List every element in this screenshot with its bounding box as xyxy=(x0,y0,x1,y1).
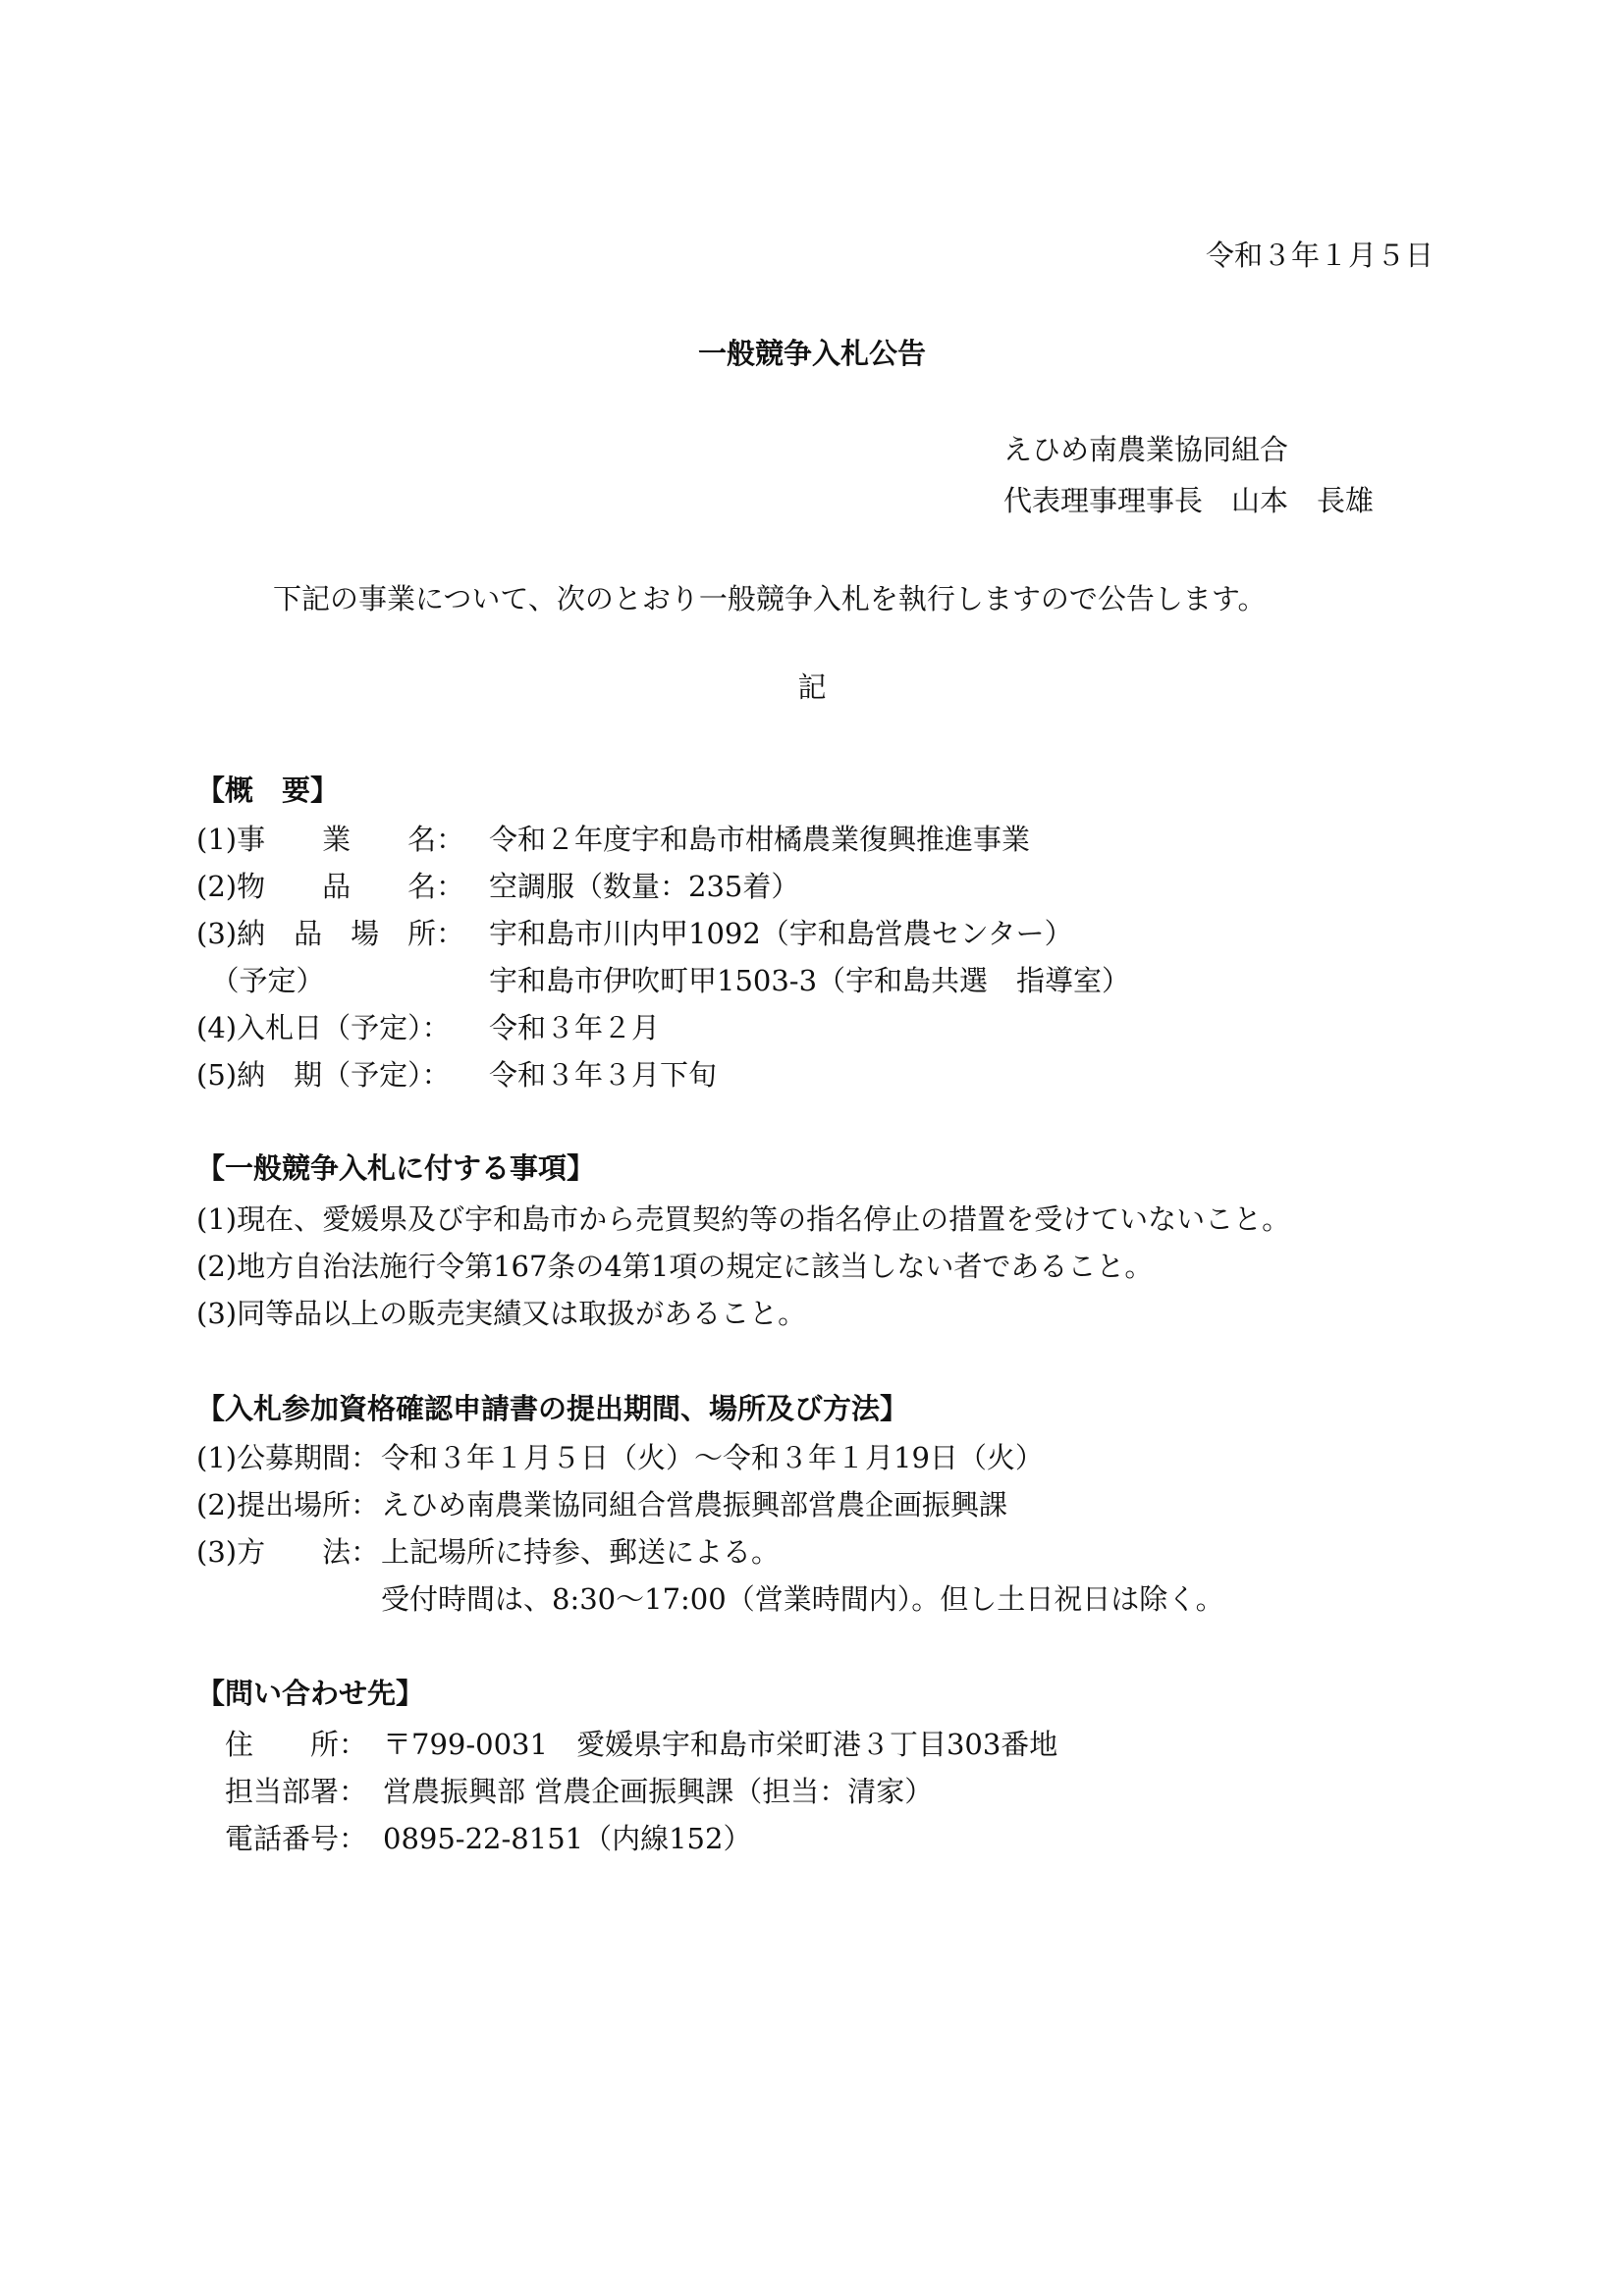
contact-item-value: 〒799-0031 愛媛県宇和島市栄町港３丁目303番地 xyxy=(383,1728,1058,1761)
application-item-label: (2)提出場所： xyxy=(196,1488,380,1522)
issuer-representative: 代表理事理事長 山本 長雄 xyxy=(1003,484,1375,517)
ki-marker: 記 xyxy=(797,670,827,704)
overview-item-label: （予定） xyxy=(196,964,325,997)
document-title: 一般競争入札公告 xyxy=(697,337,926,370)
application-item-label: (1)公募期間： xyxy=(196,1441,380,1474)
overview-item-value: 令和３年２月 xyxy=(489,1011,661,1044)
application-note: 受付時間は、8:30～17:00（営業時間内）。但し土日祝日は除く。 xyxy=(381,1582,1224,1616)
application-heading: 【入札参加資格確認申請書の提出期間、場所及び方法】 xyxy=(196,1392,909,1425)
contact-item xyxy=(196,1819,751,1858)
overview-item-label: (1)事 業 名： xyxy=(196,823,465,856)
contact-item xyxy=(196,1725,1057,1764)
overview-item xyxy=(196,820,1030,859)
conditions-heading: 【一般競争入札に付する事項】 xyxy=(196,1151,596,1185)
application-item xyxy=(196,1438,1044,1477)
conditions-item: (3)同等品以上の販売実績又は取扱があること。 xyxy=(196,1297,807,1330)
overview-item xyxy=(196,1008,660,1047)
overview-item-value: 空調服（数量：235着） xyxy=(489,870,800,903)
application-item-value: 令和３年１月５日（火）～令和３年１月19日（火） xyxy=(381,1441,1044,1474)
conditions-item: (2)地方自治法施行令第167条の4第1項の規定に該当しない者であること。 xyxy=(196,1250,1154,1283)
contact-item-label: 担当部署： xyxy=(196,1775,368,1808)
overview-item xyxy=(196,867,799,906)
contact-item-label: 電話番号： xyxy=(196,1822,368,1855)
contact-heading: 【問い合わせ先】 xyxy=(196,1677,425,1710)
overview-item-value: 令和２年度宇和島市柑橘農業復興推進事業 xyxy=(489,823,1031,856)
overview-heading: 【概 要】 xyxy=(196,774,340,807)
overview-item xyxy=(196,961,1130,1000)
contact-item xyxy=(196,1772,933,1811)
application-item-label: (3)方 法： xyxy=(196,1535,380,1569)
overview-item xyxy=(196,1055,717,1095)
overview-item-label: (5)納 期（予定）： xyxy=(196,1058,451,1092)
overview-item-value: 宇和島市川内甲1092（宇和島営農センター） xyxy=(489,917,1073,950)
conditions-item: (1)現在、愛媛県及び宇和島市から売買契約等の指名停止の措置を受けていないこと。 xyxy=(196,1202,1291,1236)
document-date: 令和３年１月５日 xyxy=(1205,239,1434,272)
overview-item-value: 令和３年３月下旬 xyxy=(489,1058,718,1092)
contact-item-value: 0895-22-8151（内線152） xyxy=(383,1822,752,1855)
contact-item-label: 住 所： xyxy=(196,1728,368,1761)
overview-item-label: (2)物 品 名： xyxy=(196,870,465,903)
overview-item-label: (4)入札日（予定）： xyxy=(196,1011,451,1044)
overview-item-label: (3)納 品 場 所： xyxy=(196,917,465,950)
application-item xyxy=(196,1485,1007,1524)
intro-paragraph: 下記の事業について、次のとおり一般競争入札を執行しますので公告します。 xyxy=(273,582,1267,615)
application-item xyxy=(196,1532,780,1572)
application-item-value: えひめ南農業協同組合営農振興部営農企画振興課 xyxy=(381,1488,1008,1522)
issuer-organization: えひめ南農業協同組合 xyxy=(1003,433,1289,466)
overview-item xyxy=(196,914,1073,953)
application-item-value: 上記場所に持参、郵送による。 xyxy=(381,1535,781,1569)
overview-item-value: 宇和島市伊吹町甲1503-3（宇和島共選 指導室） xyxy=(489,964,1131,997)
contact-item-value: 営農振興部 営農企画振興課（担当：清家） xyxy=(383,1775,934,1808)
